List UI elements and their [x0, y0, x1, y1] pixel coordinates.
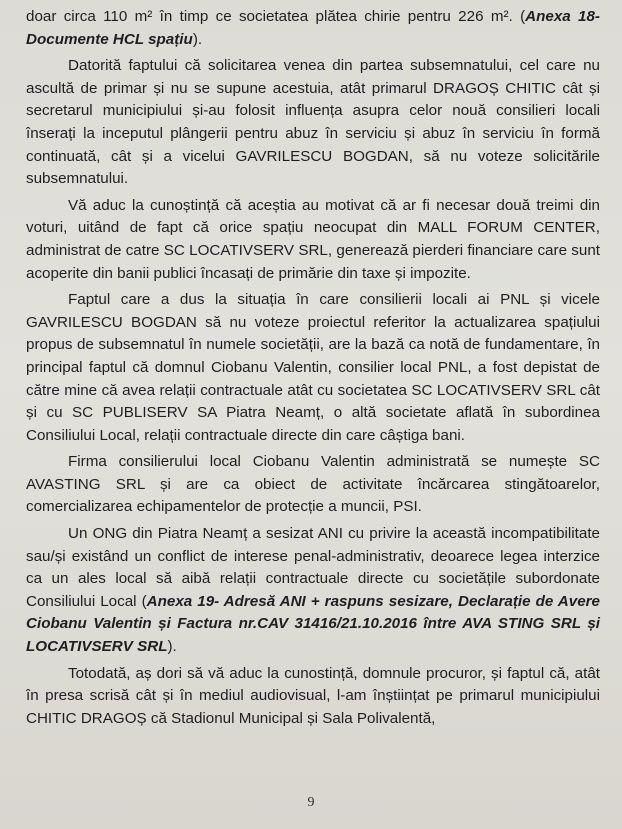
paragraph-6-annex-reference: Anexa 19- Adresă ANI + raspuns sesizare, Declarație de Avere Ciobanu Valentin și Factura nr.CAV 31416/21.10.2016 între AVA STING SRL și LOCATIVSERV SRL — [26, 592, 600, 656]
paragraph-1-text-1: doar circa 110 m² în timp ce societatea plătea chirie pentru 226 m². ( — [26, 8, 526, 25]
page-number: 9 — [307, 795, 315, 811]
paragraph-5-text: Firma consilierului local Ciobanu Valentin administrată se numește SC AVASTING SRL și are ca obiect de activitate încărcarea stingătoarelor, comercializarea echipamentelor de protecție a muncii, PSI. — [26, 453, 600, 516]
paragraph-7 — [26, 663, 600, 731]
paragraph-3-text: Vă aduc la cunoștință că aceștia au motivat că ar fi necesar două treimi din voturi, uitând de fapt că orice spațiu neocupat din MALL FORUM CENTER, administrat de catre SC LOCATIVSERV SRL, generează pierderi financiare care sunt acoperite din banii publici încasați de primărie din taxe și impozite. — [26, 196, 600, 282]
paragraph-1 — [26, 6, 600, 51]
paragraph-4 — [26, 289, 600, 447]
document-body — [26, 6, 600, 730]
paragraph-1-annex-reference: Anexa 18- Documente HCL spațiu — [26, 8, 600, 48]
paragraph-3 — [26, 195, 600, 285]
paragraph-2 — [26, 55, 600, 191]
paragraph-7-text: Totodată, aș dori să vă aduc la cunostință, domnule procuror, și faptul că, atât în presa scrisă cât și în mediul audiovisual, l-am înștiințat pe primarul municipiului CHITIC DRAGOȘ că Stadionul Municipal și Sala Polivalentă, — [26, 664, 600, 727]
paragraph-5 — [26, 451, 600, 519]
paragraph-6-text-1: Un ONG din Piatra Neamț a sesizat ANI cu privire la această incompatibilitate sau/și existând un conflict de interese penal-administrativ, deoarece legea interzice ca un ales local să aibă relații contractuale directe cu societățile subordonate Consiliului Local ( — [26, 525, 600, 610]
paragraph-2-text: Datorită faptului că solicitarea venea din partea subsemnatului, cel care nu ascultă de primar și nu se supune acestuia, atât primarul DRAGOȘ CHITIC cât și secretarul municipiului și-au folosit influența asupra celor nouă consilieri locali înserați la inceputul plângerii pentru abuz în serviciu și abuz în serviciu în formă continuată, cât și a vicelui GAVRILESCU BOGDAN, să nu voteze solicitările subsemnatului. — [26, 57, 600, 188]
paragraph-4-text: Faptul care a dus la situația în care consilierii locali ai PNL și vicele GAVRILESCU BOGDAN să nu voteze proiectul referitor la actualizarea spațiului propus de subsemnatul în numele societății, are la bază ca notă de fundamentare, în principal faptul că domnul Ciobanu Valentin, consilier local PNL, a fost depistat de către mine că avea relații contractuale atât cu societatea SC LOCATIVSERV SRL cât și cu SC PUBLISERV SA Piatra Neamț, o altă societate aflată în subordinea Consiliului Local, relații contractuale directe din care câștiga bani. — [26, 291, 600, 444]
paragraph-6-text-2: ). — [167, 638, 177, 656]
paragraph-6 — [26, 523, 600, 659]
paragraph-1-text-2: ). — [192, 30, 203, 48]
